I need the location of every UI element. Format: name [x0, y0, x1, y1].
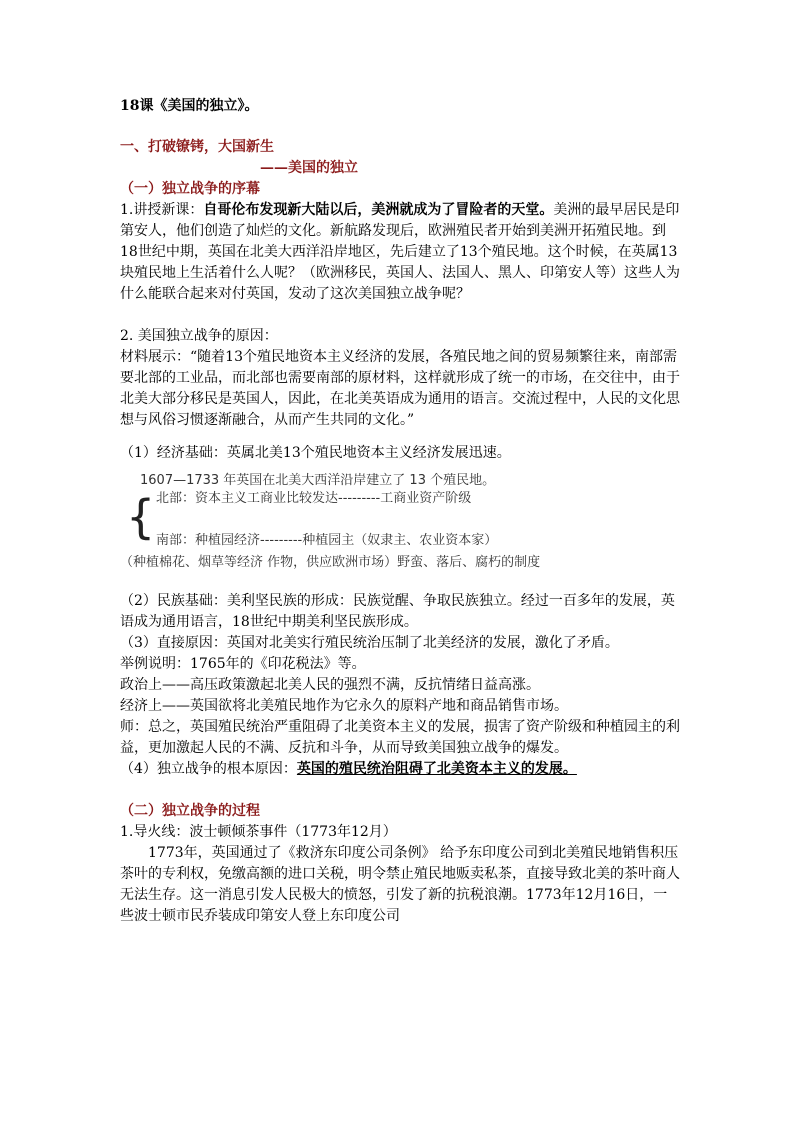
causes-heading: 2. 美国独立战争的原因： [120, 328, 278, 344]
political-cause: 政治上——高压政策激起北美人民的强烈不满，反抗情绪日益高涨。 [120, 677, 540, 693]
teacher-summary: 师：总之，英国殖民统治严重阻碍了北美资本主义的发展，损害了资产阶级和种植园主的利益，更加激起人民的不满、反抗和斗争，从而导致美国独立战争的爆发。 [120, 719, 680, 756]
intro-bold: 自哥伦布发现新大陆以后，美洲就成为了冒险者的天堂。 [203, 202, 554, 218]
brace-icon: { [126, 490, 156, 544]
intro-rest: 美洲的最早居民是印第安人，他们创造了灿烂的文化。新航路发现后，欧洲殖民者开始到美洲开拓殖民地。到18世纪中期，英国在北美大西洋沿岸地区，先后建立了13个殖民地。这个时候，在英属13块殖民地上生活着什么人呢？（欧洲移民，英国人、法国人、黑人、印第安人等）这些人为什么能联合起来对付英国，发动了这次美国独立战争呢？ [120, 202, 680, 302]
figure-note: （种植棉花、烟草等经济 作物，供应欧洲市场）野蛮、落后、腐朽的制度 [120, 555, 541, 570]
direct-cause: （3）直接原因：英国对北美实行殖民统治压制了北美经济的发展，激化了矛盾。 [120, 635, 619, 651]
figure-south: 南部：种植园经济---------种植园主（奴隶主、农业资本家） [156, 533, 498, 548]
economic-basis: （1）经济基础：英属北美13个殖民地资本主义经济发展迅速。 [120, 445, 511, 461]
material-quote: 材料展示：“随着13个殖民地资本主义经济的发展，各殖民地之间的贸易频繁往来，南部需要北部的工业品，而北部也需要南部的原材料，这样就形成了统一的市场，在交往中，由于北美大部分移民是英国人，因此，在北美英语成为通用的语言。交流过程中，人民的文化思想与风俗习惯逐渐融合，从而产生共同的文化。” [120, 349, 680, 428]
root-bold: 英国的殖民统治阻碍了北美资本主义的发展。 [296, 761, 577, 777]
colonies-figure [120, 470, 680, 570]
ethnic-basis: （2）民族基础：美利坚民族的形成：民族觉醒、争取民族独立。经过一百多年的发展，英语成为通用语言，18世纪中期美利坚民族形成。 [120, 593, 675, 630]
figure-north: 北部：资本主义工商业比较发达---------工商业资产阶级 [156, 491, 472, 506]
figure-line: 1607—1733 年英国在北美大西洋沿岸建立了 13 个殖民地。 [140, 473, 496, 488]
intro-lead: 1.讲授新课： [120, 202, 204, 218]
fuse-heading: 1.导火线：波士顿倾茶事件（1773年12月） [120, 824, 397, 840]
root-cause [120, 759, 680, 780]
economic-cause: 经济上——英国欲将北美殖民地作为它永久的原料产地和商品销售市场。 [120, 698, 568, 714]
part1-heading: （一）独立战争的序幕 [120, 181, 260, 197]
part2-heading: （二）独立战争的过程 [120, 803, 260, 819]
root-lead: （4）独立战争的根本原因： [120, 761, 297, 777]
section-subheading: ——美国的独立 [260, 160, 358, 176]
boston-tea-party: 1773年，英国通过了《救济东印度公司条例》 给予东印度公司到北美殖民地销售积压茶叶的专利权，免缴高额的进口关税，明令禁止殖民地贩卖私茶，直接导致北美的茶叶商人无法生存。这一消息引发人民极大的愤怒，引发了新的抗税浪潮。1773年12月16日，一些波士顿市民乔装成印第安人登上东印度公司 [120, 845, 680, 924]
example: 举例说明：1765年的《印花税法》等。 [120, 656, 366, 672]
paragraph-intro [120, 200, 680, 305]
document-body [120, 96, 680, 927]
section-heading: 一、打破镣铐，大国新生 [120, 139, 274, 155]
lesson-title: 18课《美国的独立》。 [120, 98, 259, 114]
